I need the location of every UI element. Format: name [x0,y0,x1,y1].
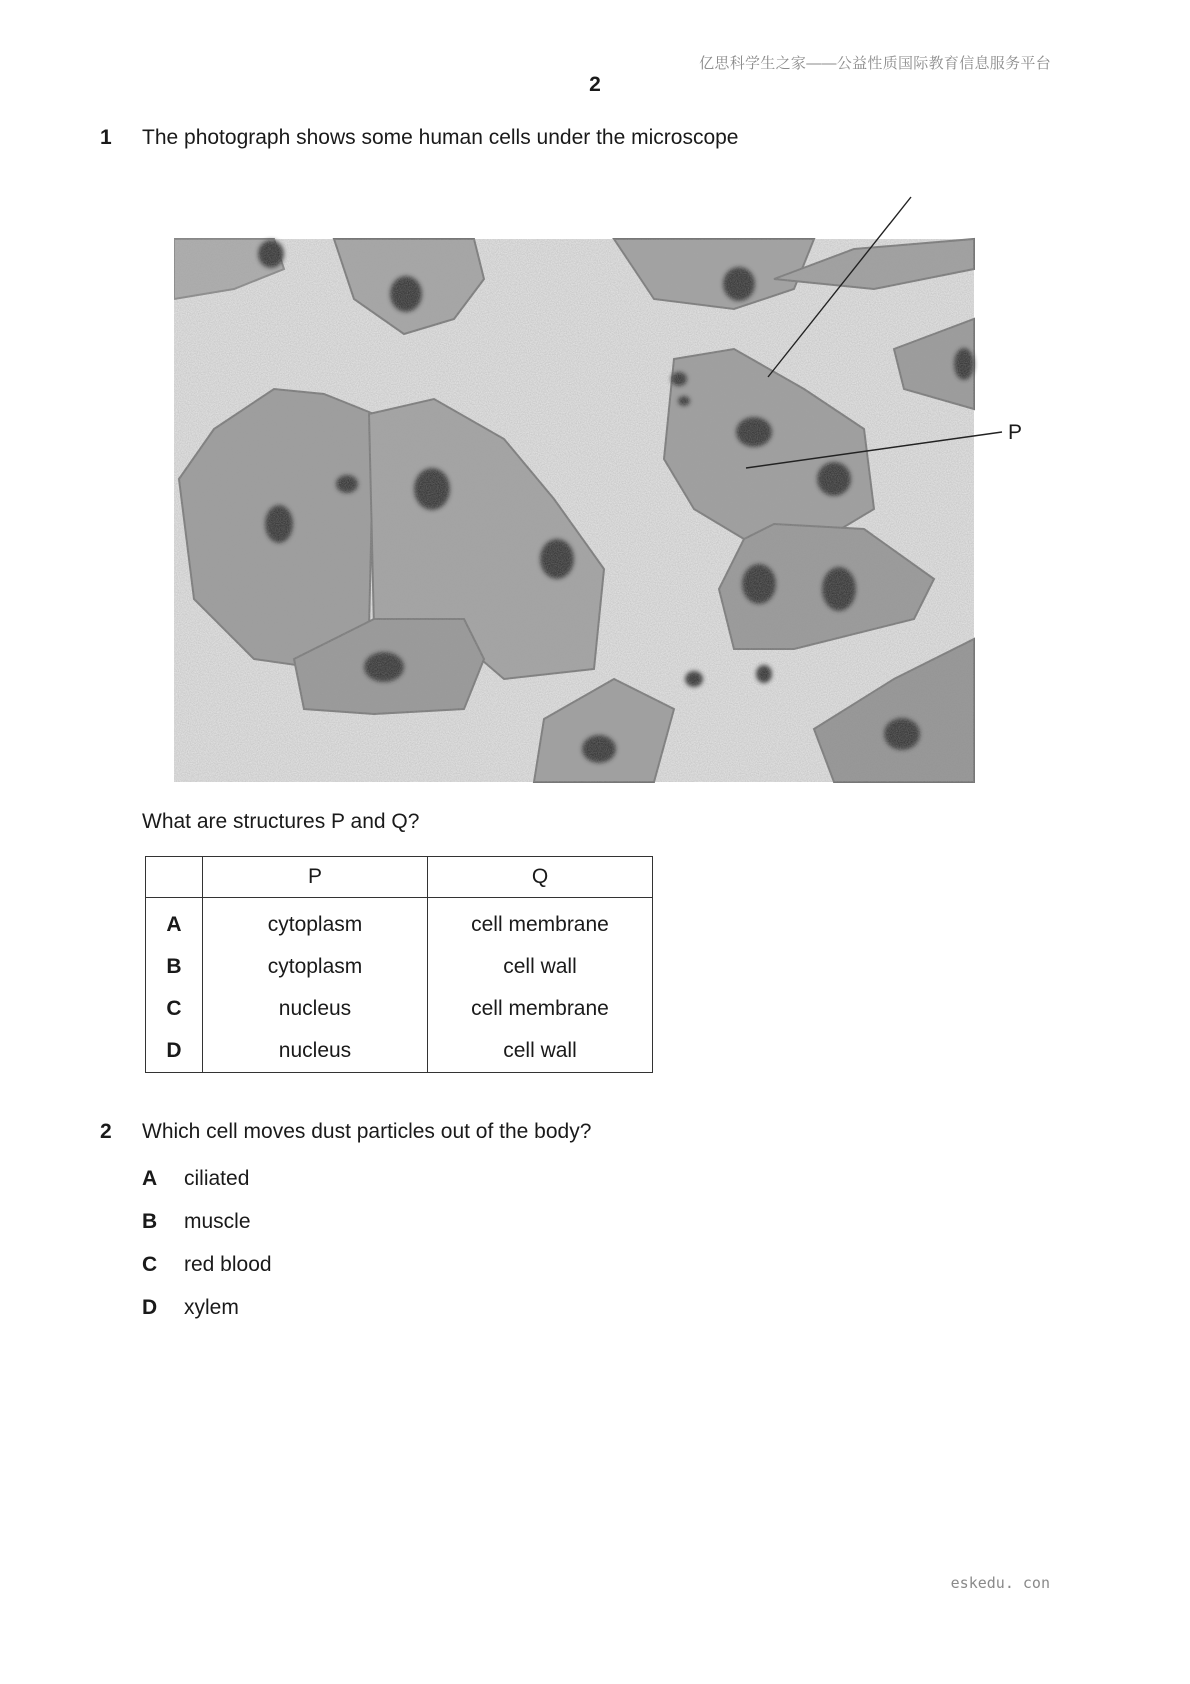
option-letter: C [146,988,203,1030]
table-row [146,988,653,1030]
cell-p-value: nucleus [203,1030,428,1073]
option-b[interactable] [142,1210,251,1234]
table-header-blank [146,857,203,898]
footer-site: eskedu. con [950,1574,1050,1592]
cell-q-value: cell membrane [428,898,653,947]
option-letter: D [146,1030,203,1073]
option-letter: A [142,1167,158,1190]
option-text: ciliated [184,1167,250,1190]
question-1-text: The photograph shows some human cells under the microscope [142,126,739,149]
page-number: 2 [589,73,601,96]
table-header-q: Q [428,857,653,898]
cell-p-value: nucleus [203,988,428,1030]
table-row [146,946,653,988]
option-letter: C [142,1253,158,1276]
cell-group [174,239,974,782]
option-letter: A [146,898,203,947]
watermark-text: 亿思科学生之家——公益性质国际教育信息服务平台 [699,55,1051,72]
cell-q-value: cell wall [428,1030,653,1073]
option-letter: D [142,1296,158,1319]
question-2-number: 2 [100,1120,112,1143]
cell-q-value: cell membrane [428,988,653,1030]
option-d[interactable] [142,1296,239,1320]
label-p: P [1008,421,1023,444]
question-2-text: Which cell moves dust particles out of the body? [142,1120,592,1143]
cell-p-value: cytoplasm [203,898,428,947]
table-header-row [146,857,653,898]
option-text: red blood [184,1253,272,1276]
answer-table [145,856,653,1073]
question-1-number: 1 [100,126,112,149]
photo-grain [174,239,974,782]
option-letter: B [146,946,203,988]
table-row [146,1030,653,1073]
option-a[interactable] [142,1167,249,1191]
table-header-p: P [203,857,428,898]
cell-p-value: cytoplasm [203,946,428,988]
subquestion-text: What are structures P and Q? [142,810,420,833]
option-text: xylem [184,1296,239,1319]
microscope-photograph [174,189,1034,789]
option-text: muscle [184,1210,251,1233]
table-row [146,898,653,947]
option-letter: B [142,1210,158,1233]
option-c[interactable] [142,1253,272,1277]
cell-q-value: cell wall [428,946,653,988]
